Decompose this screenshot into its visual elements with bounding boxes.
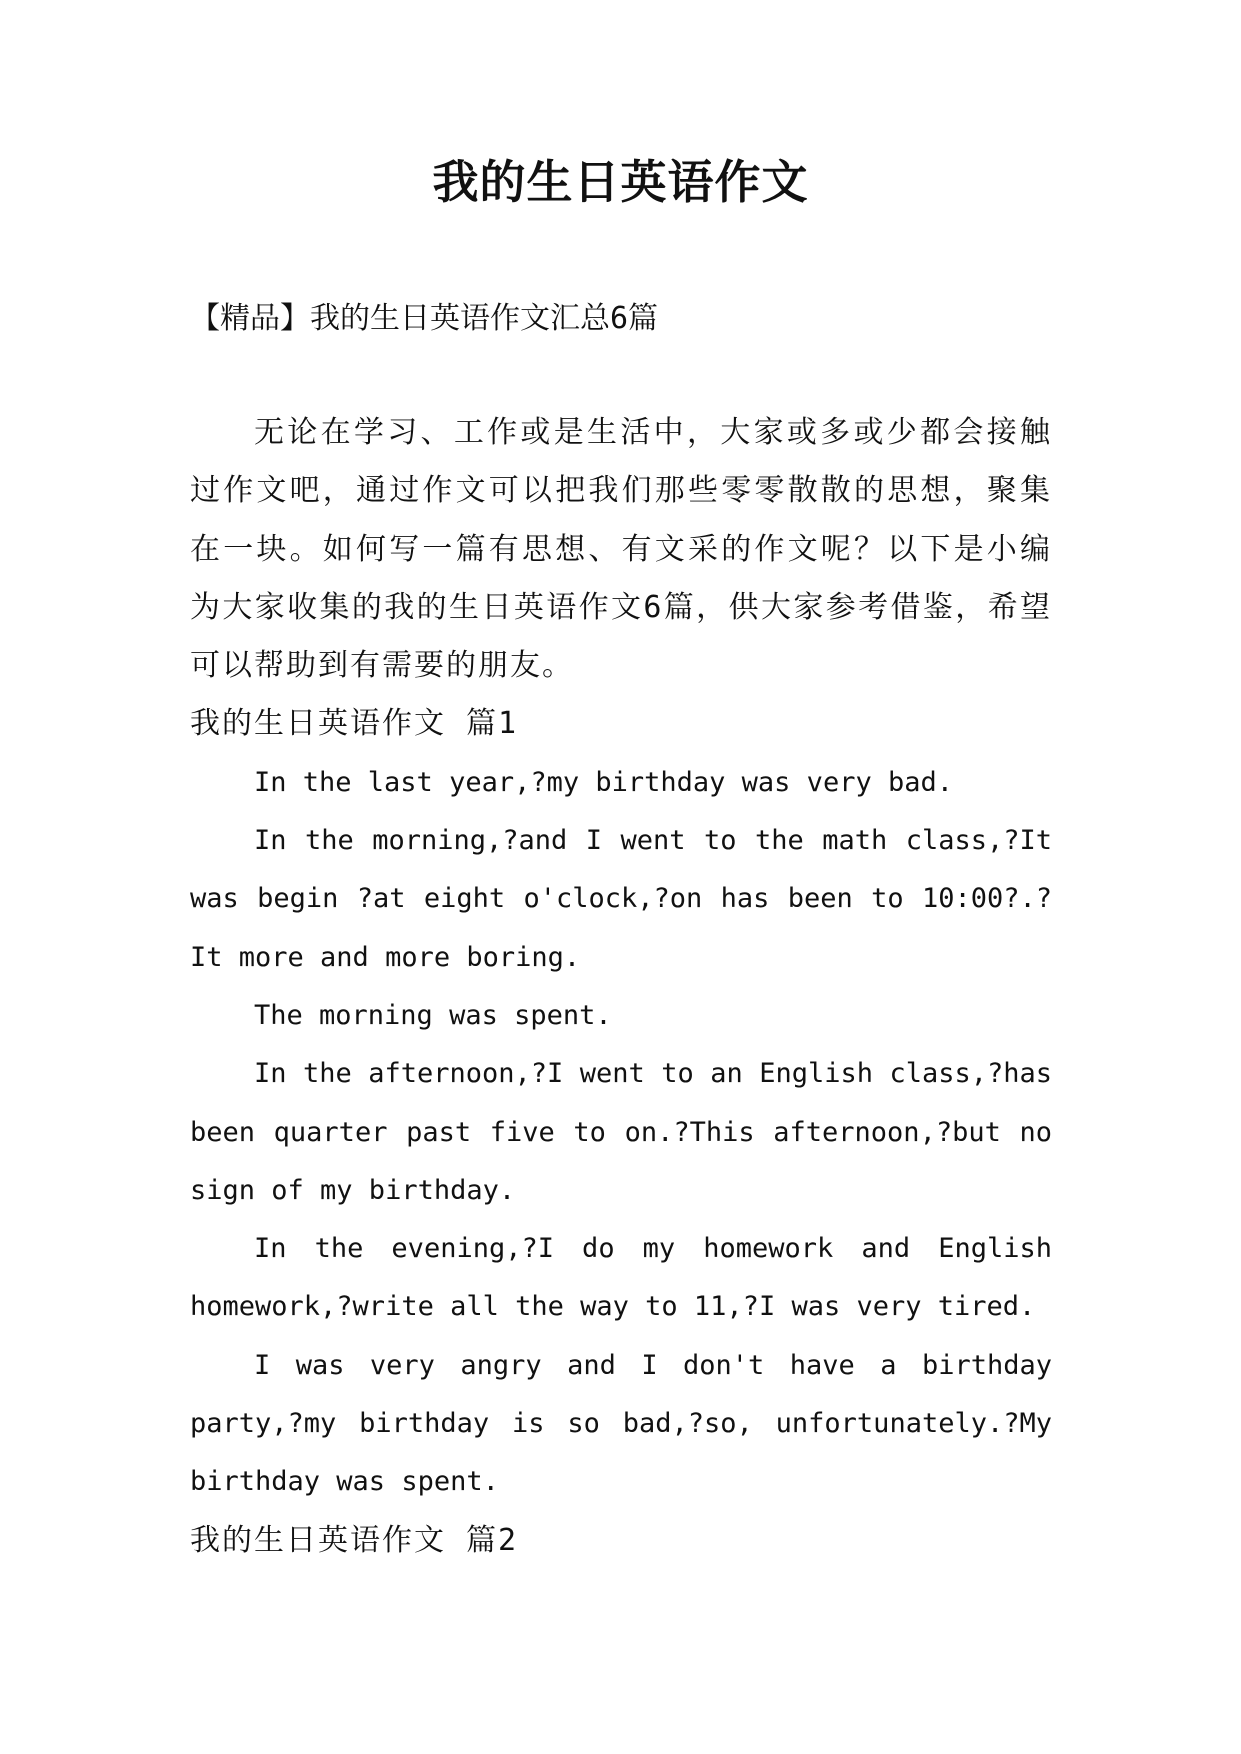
essay-paragraph: I was very angry and I don't have a birthday party,?my birthday is so bad,?so, unfortunately.?My birthday was spent. xyxy=(190,1349,1052,1498)
section-heading-2: 我的生日英语作文 篇2 xyxy=(190,1522,519,1558)
document-title: 我的生日英语作文 xyxy=(432,155,809,209)
essay-paragraph: In the last year,?my birthday was very bad. xyxy=(254,766,953,798)
document-body xyxy=(190,404,1052,1570)
essay-paragraph: The morning was spent. xyxy=(254,999,612,1031)
essay-paragraph: In the morning,?and I went to the math class,?It was begin ?at eight o'clock,?on has been to 10:00?.?It more and more boring. xyxy=(190,825,1052,973)
essay-paragraph: In the evening,?I do my homework and English homework,?write all the way to 11,?I was very tired. xyxy=(190,1233,1052,1323)
essay-paragraph: In the afternoon,?I went to an English class,?has been quarter past five to on.?This afternoon,?but no sign of my birthday. xyxy=(190,1058,1052,1206)
document-subtitle: 【精品】我的生日英语作文汇总6篇 xyxy=(190,301,659,336)
section-heading-1: 我的生日英语作文 篇1 xyxy=(190,706,519,742)
intro-paragraph: 无论在学习、工作或是生活中，大家或多或少都会接触过作文吧，通过作文可以把我们那些零零散散的思想，聚集在一块。如何写一篇有思想、有文采的作文呢？以下是小编为大家收集的我的生日英语作文6篇，供大家参考借鉴，希望可以帮助到有需要的朋友。 xyxy=(190,415,1052,684)
